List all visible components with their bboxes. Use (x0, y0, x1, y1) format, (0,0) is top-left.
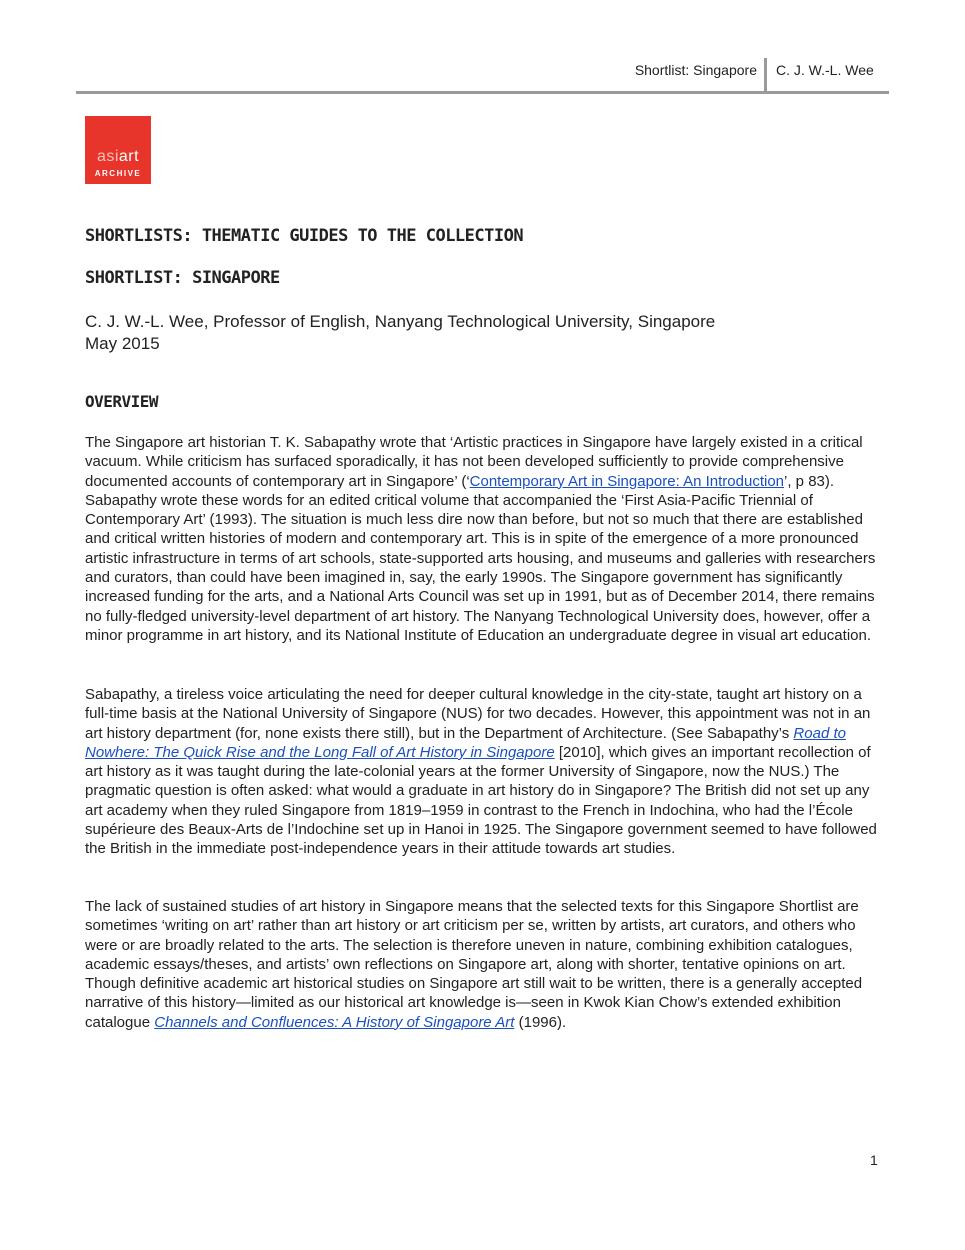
logo-part-asi: asi (96, 148, 119, 165)
p3-text-a: The lack of sustained studies of art history in Singapore means that the selected texts for this Singapore Shortlist are sometimes ‘writing on art’ rather than art history or art criticism per se, written by artists, art curators, and others who were or are broadly related to the arts. The selection is therefore uneven in nature, combining exhibition catalogues, academic essays/theses, and artists’ own reflections on Singapore art, along with shorter, tentative opinions on art. Though definitive academic art historical studies on Singapore art still wait to be written, there is a generally accepted narrative of this history—limited as our historical art knowledge is—seen in Kwok Kian Chow’s extended exhibition catalogue (85, 898, 863, 1031)
header-shortlist-title: Shortlist: Singapore (634, 62, 757, 78)
link-contemporary-art-in-singapore[interactable]: Contemporary Art in Singapore: An Introduction (469, 472, 785, 490)
header-rule (76, 91, 889, 94)
author-block (85, 311, 715, 355)
publication-date: May 2015 (85, 334, 160, 353)
asia-art-archive-logo (85, 116, 151, 184)
p2-text-a: Sabapathy, a tireless voice articulating the need for deeper cultural knowledge in the city-state, taught art history on a full-time basis at the National University of Singapore (NUS) for two decades. However, this appointment was not in an art history department (for, none exists there still), but in the Department of Architecture. (See Sabapathy’s (85, 686, 871, 742)
running-header (0, 58, 965, 94)
link-road-to-nowhere[interactable]: Road to Nowhere: The Quick Rise and the Long Fall of Art History in Singapore (85, 724, 846, 761)
p1-text-b: ’, p 83). Sabapathy wrote these words for an edited critical volume that accompanied the ‘First Asia-Pacific Triennial of Contemporary Art’ (1993). The situation is much less dire now than before, but not so much that there are established and critical written histories of modern and contemporary art. This is in spite of the emergence of a more pronounced artistic infrastructure in terms of art schools, state-supported arts housing, and museums and galleries with researchers and curators, than could have been imagined in, say, the early 1990s. The Singapore government has significantly increased funding for the arts, and a National Arts Council was set up in 1991, but as of December 2014, there remains no fully-fledged university-level department of art history. The Nanyang Technological University does, however, offer a minor programme in art history, and its National Institute of Education an undergraduate degree in visual art education. (85, 472, 876, 644)
header-separator (764, 58, 767, 92)
overview-paragraph-1 (85, 433, 885, 645)
page-number: 1 (870, 1152, 878, 1168)
p3-text-b: (1996). (514, 1013, 567, 1031)
overview-heading: OVERVIEW (85, 392, 159, 411)
author-line: C. J. W.-L. Wee, Professor of English, Nanyang Technological University, Singapore (85, 312, 716, 331)
logo-subtext: ARCHIVE (94, 169, 142, 178)
link-channels-and-confluences[interactable]: Channels and Confluences: A History of Singapore Art (154, 1013, 515, 1031)
p1-text-a: The Singapore art historian T. K. Sabapathy wrote that ‘Artistic practices in Singapore have largely existed in a critical vacuum. While criticism has surfaced sporadically, it has not been developed sufficiently to provide comprehensive documented accounts of contemporary art in Singapore’ (‘ (85, 434, 863, 490)
logo-part-art: art (118, 148, 140, 165)
overview-paragraph-2 (85, 685, 885, 859)
header-author: C. J. W.-L. Wee (776, 62, 874, 78)
overview-paragraph-3 (85, 897, 885, 1032)
document-subtitle: SHORTLIST: SINGAPORE (85, 268, 280, 288)
p2-text-b: [2010], which gives an important recollection of art history as it was taught during the late-colonial years at the former University of Singapore, now the NUS.) The pragmatic question is often asked: what would a graduate in art history do in Singapore? The British did not set up any art academy when they ruled Singapore from 1819–1959 in contrast to the French in Indochina, who had the l’École supérieure des Beaux-Arts de l’Indochine set up in Hanoi in 1925. The Singapore government seemed to have followed the British in the immediate post-independence years in their attitude towards art studies. (85, 743, 877, 858)
logo-wordmark (85, 149, 151, 165)
document-title: SHORTLISTS: THEMATIC GUIDES TO THE COLLECTION (85, 226, 524, 246)
